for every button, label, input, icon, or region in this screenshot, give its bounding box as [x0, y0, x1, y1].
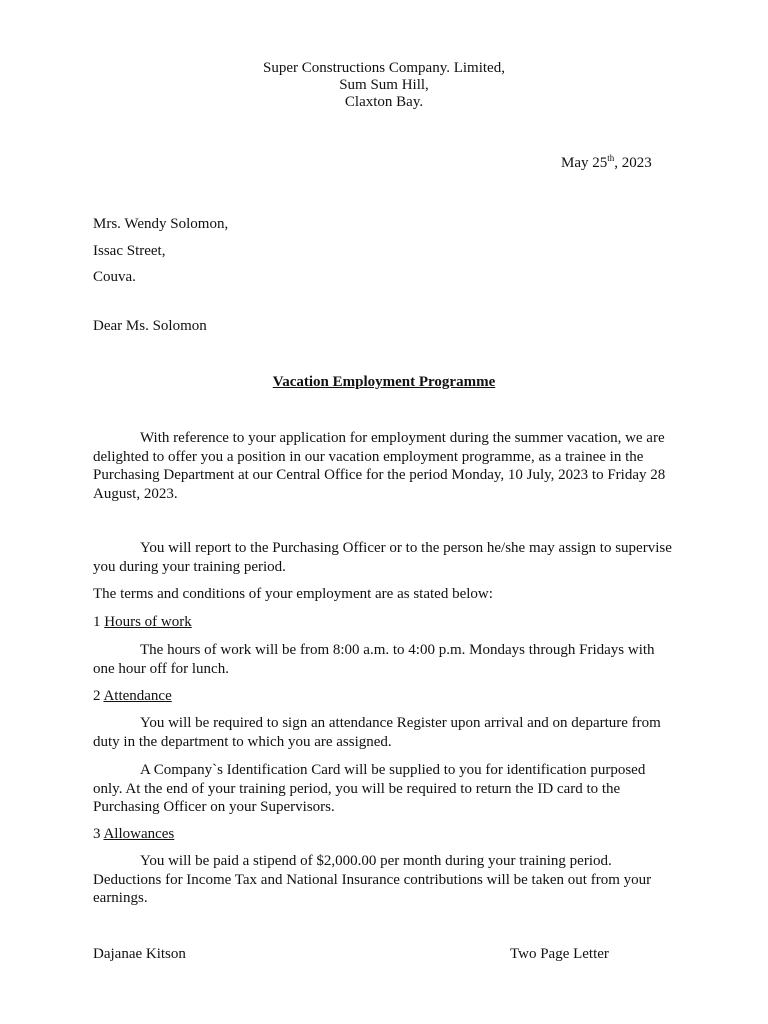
recipient-address — [93, 211, 228, 291]
section-attendance-text-2: A Company`s Identification Card will be supplied to you for identification purposed only. At the end of your training period, you will be required to return the ID card to the Purchasing Officer on your Supervisors. — [93, 762, 646, 815]
paragraph-report: You will report to the Purchasing Officer or to the person he/she may assign to supervise you during your training period. — [93, 540, 672, 575]
section-heading: Hours of work — [104, 614, 192, 630]
section-attendance-text-1: You will be required to sign an attendance Register upon arrival and on departure from duty in the department to which you are assigned. — [93, 715, 661, 750]
recipient-city: Couva. — [93, 269, 136, 285]
sender-street: Sum Sum Hill, — [339, 77, 429, 93]
recipient-name: Mrs. Wendy Solomon, — [93, 216, 229, 232]
date-year: , 2023 — [614, 155, 652, 171]
section-heading: Allowances — [103, 826, 175, 842]
section-hours-title — [93, 613, 678, 632]
section-attendance-title — [93, 687, 678, 706]
section-allowances-text: You will be paid a stipend of $2,000.00 per month during your training period. Deductions for Income Tax and National Insurance contributions will be taken out from your earnings. — [93, 853, 652, 906]
section-heading: Attendance — [103, 688, 172, 704]
date-month-day: May 25 — [561, 155, 608, 171]
paragraph-terms: The terms and conditions of your employment are as stated below: — [93, 586, 493, 602]
paragraph-intro: With reference to your application for employment during the summer vacation, we are delighted to offer you a position in our vacation employment programme, as a trainee in the Purchasing Department at our Central Office for the period Monday, 10 July, 2023 to Friday 28 August, 2023. — [93, 430, 666, 502]
date-suffix: th — [607, 153, 615, 163]
sender-address — [0, 60, 768, 111]
recipient-street: Issac Street, — [93, 242, 166, 259]
section-hours-text: The hours of work will be from 8:00 a.m. to 4:00 p.m. Mondays through Fridays with one hour off for lunch. — [93, 642, 655, 677]
sender-city: Claxton Bay. — [344, 94, 424, 110]
footer-page-note: Two Page Letter — [510, 946, 609, 962]
section-number: 3 — [93, 826, 104, 842]
section-number: 2 — [93, 688, 104, 704]
section-number: 1 — [93, 614, 105, 630]
footer-author: Dajanae Kitson — [93, 946, 186, 962]
section-allowances-title — [93, 825, 678, 844]
salutation: Dear Ms. Solomon — [93, 318, 207, 334]
subject-heading: Vacation Employment Programme — [272, 374, 496, 390]
sender-company: Super Constructions Company. Limited, — [263, 60, 505, 76]
letter-date — [561, 155, 652, 172]
